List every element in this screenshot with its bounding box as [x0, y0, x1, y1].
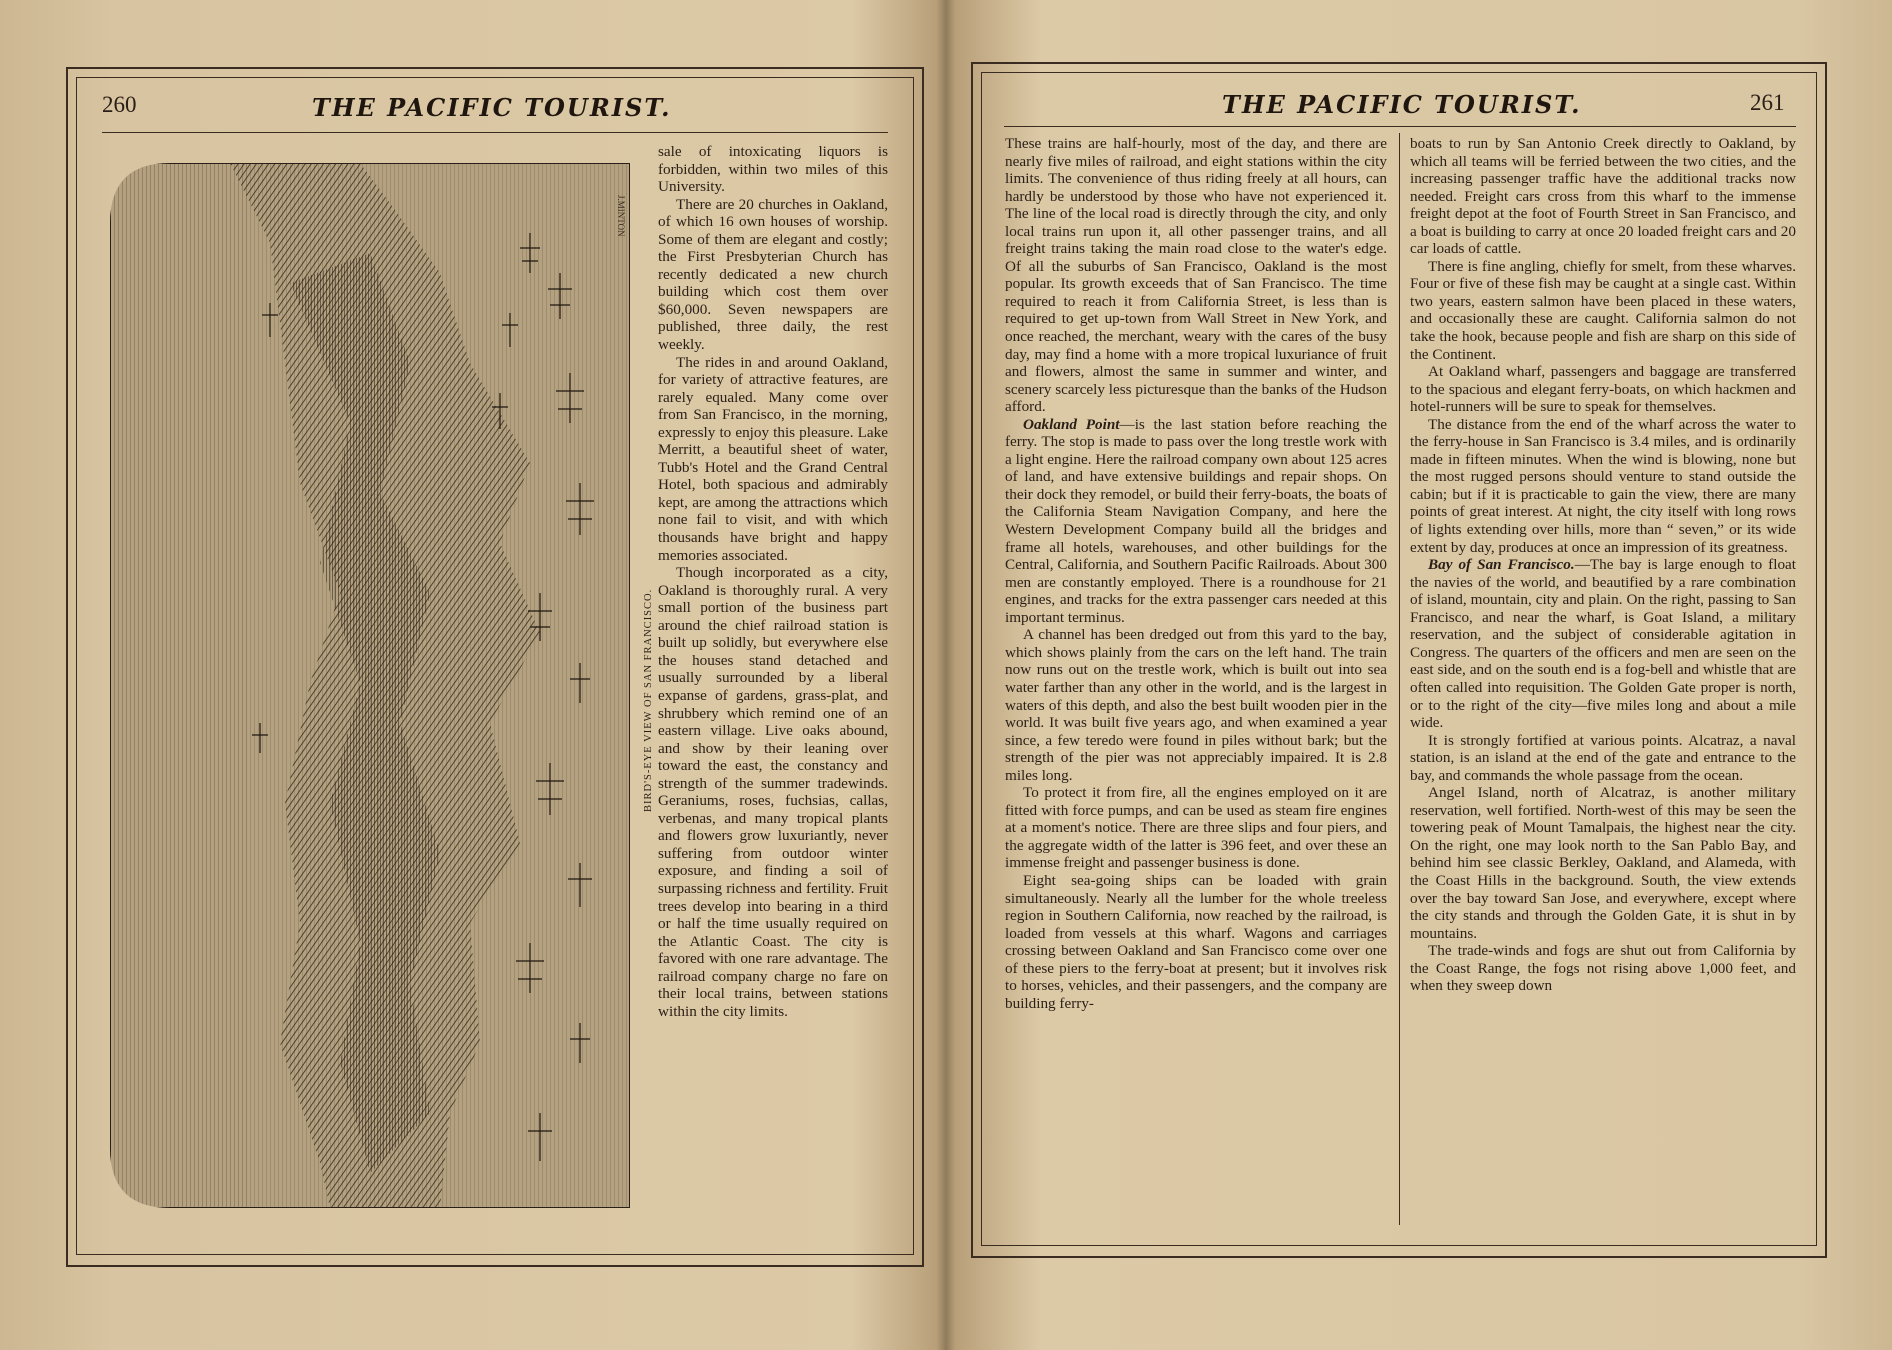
left-page-column	[658, 143, 888, 1020]
page-number: 260	[102, 92, 137, 117]
paragraph: There are 20 churches in Oakland, of which 16 own houses of worship. Some of them are elegant and costly; the First Presbyterian Church has recently dedicated a new church building which cost them over $60,000. Seven newspapers are published, three daily, the rest weekly.	[658, 195, 888, 354]
paragraph: The distance from the end of the wharf across the water to the ferry-house in San Francisco is 3.4 miles, and is ordinarily made in fifteen minutes. When the wind is blowing, none but the most rugged persons should venture to stand outside the cabin; but if it is practicable to gain the view, there are many points of great interest. At night, the city itself with long rows of lights extending over hills, more than “ seven,” or its wide extent by day, produces at once an impression of its greatness.	[1410, 415, 1796, 556]
paragraph: boats to run by San Antonio Creek directly to Oakland, by which all teams will be ferried between the two cities, and the increasing passenger traffic have the additional tracks now needed. Freight cars cross from this wharf to the immense freight depot at the foot of Fourth Street in San Francisco, and a boat is building to carry at once 20 loaded freight cars and 20 car loads of cattle.	[1410, 135, 1796, 258]
paragraph: Angel Island, north of Alcatraz, is another military reservation, well fortified. North-west of this may be seen the towering peak of Mount Tamalpais, the highest near the city. On the right, one may look north to the San Pablo Bay, and behind him see classic Berkley, Oakland, and Alameda, with the Coast Hills in the background. South, the view extends over the bay toward San Jose, and everywhere, except where the city stands and through the Golden Gate, it is shut in by mountains.	[1410, 784, 1796, 942]
section-heading: Oakland Point	[1023, 415, 1120, 433]
paragraph: Though incorporated as a city, Oakland is thoroughly rural. A very small portion of the business part around the chief railroad station is built up solidly, but everywhere else the houses stand detached and usually surrounded by a liberal expanse of gardens, grass-plat, and shrubbery which remind one of an eastern village. Live oaks abound, and show by their leaning over toward the east, the constancy and strength of the summer tradewinds. Geraniums, roses, fuchsias, callas, verbenas, and many tropical plants and flowers grow luxuriantly, never suffering from outdoor winter exposure, and finding a soil of surpassing richness and fertility. Fruit trees develop into bearing in a third or half the time usually required on the Atlantic Coast. The city is favored with one rare advantage. The railroad company charge no fare on their local trains, between stations within the city limits.	[658, 564, 888, 1020]
birds-eye-engraving	[110, 163, 630, 1208]
paragraph: The rides in and around Oakland, for variety of attractive features, are rarely equaled. Many come over from San Francisco, in the morning, expressly to enjoy this pleasure. Lake Merritt, a beautiful sheet of water, Tubb's Hotel and the Grand Central Hotel, both spacious and admirably kept, are among the attractions which none fail to visit, and with which thousands have bright and happy memories associated.	[658, 353, 888, 564]
header-rule	[1004, 126, 1796, 127]
paragraph: sale of intoxicating liquors is forbidden, within two miles of this University.	[658, 143, 888, 196]
page-number: 261	[1750, 90, 1785, 115]
right-page-column-2	[1410, 135, 1796, 995]
paragraph: Bay of San Francisco.—The bay is large enough to float the navies of the world, and beautified by a rare combination of island, mountain, city and plain. On the right, passing to San Francisco, and near the wharf, is Goat Island, a military reservation, and the subject of considerable agitation in Congress. The quarters of the officers and men are seen on the east side, and on the south end is a fog-bell and whistle that are often called into requisition. The Golden Gate proper is north, or to the right of the city—five miles long and about a mile wide.	[1410, 556, 1797, 732]
paragraph: It is strongly fortified at various points. Alcatraz, a naval station, is an island at the end of the gate and entrance to the bay, and commands the whole passage from the ocean.	[1410, 731, 1796, 784]
engraver-signature: J.MINTON	[616, 195, 626, 237]
paragraph: Oakland Point—is the last station before reaching the ferry. The stop is made to pass over the long trestle work with a light engine. Here the railroad company own about 125 acres of land, and have extensive buildings and repair shops. On their dock they remodel, or build their ferry-boats, the boats of the California Steam Navigation Company, and here the Western Development Company build all the bridges and frame all hotels, warehouses, and other buildings for the Central, California, and Southern Pacific Railroads. About 300 men are constantly employed. There is a roundhouse for 21 engines, and tracks for the extra passenger cars needed at this important terminus.	[1005, 415, 1387, 626]
right-page-column-1	[1005, 135, 1387, 1012]
running-title: THE PACIFIC TOURIST.	[312, 93, 672, 122]
right-page	[946, 0, 1892, 1350]
running-title: THE PACIFIC TOURIST.	[1222, 90, 1582, 119]
paragraph: To protect it from fire, all the engines employed on it are fitted with force pumps, and can be used as steam fire engines at a moment's notice. There are three slips and four piers, and the aggregate width of the latter is 396 feet, and over these an immense freight and passenger business is done.	[1005, 784, 1387, 872]
paragraph: The trade-winds and fogs are shut out from California by the Coast Range, the fogs not rising above 1,000 feet, and when they sweep down	[1410, 942, 1796, 995]
paragraph: A channel has been dredged out from this yard to the bay, which shows plainly from the cars on the left hand. The train now runs out on the trestle work, which is built out into sea water farther than any other in the world, and is the largest in waters of this depth, and also the best built wooden pier in the world. It was built five years ago, and when examined a year since, a few teredo were found in piles without bark; but the strength of the pier was not appreciably impaired. It is 2.8 miles long.	[1005, 626, 1387, 784]
paragraph: These trains are half-hourly, most of the day, and there are nearly five miles of railroad, and eight stations within the city limits. The convenience of thus riding freely at all hours, can hardly be understood by those who have not experienced it. The line of the local road is directly through the city, and only local trains run upon it, all other passenger trains, and all freight trains taking the main road close to the water's edge. Of all the suburbs of San Francisco, Oakland is the most popular. Its growth exceeds that of San Francisco. The time required to reach it from California Street, is less than is required to get up-town from Wall Street in New York, and once reached, the merchant, weary with the cares of the busy day, may find a home with a more tropical luxuriance of fruit and flowers, almost the same in summer and winter, and scenery scarcely less picturesque than the banks of the Hudson afford.	[1005, 135, 1387, 416]
header-rule	[102, 132, 888, 133]
column-divider	[1399, 133, 1400, 1225]
paragraph: There is fine angling, chiefly for smelt, from these wharves. Four or five of these fish may be caught at a single cast. Within two years, eastern salmon have been placed in these waters, and occasionally these are caught. California salmon do not take the hook, because people and fish are sharp on this side of the Continent.	[1410, 257, 1796, 363]
paragraph: Eight sea-going ships can be loaded with grain simultaneously. Nearly all the lumber for the whole treeless region in Southern California, now reached by the railroad, is loaded from vessels at this wharf. Wagons and carriages crossing between Oakland and San Francisco come over one of these piers to the ferry-boat at present; but it involves risk to horses, vehicles, and their passengers, and the company are building ferry-	[1005, 871, 1387, 1012]
paragraph: At Oakland wharf, passengers and baggage are transferred to the spacious and elegant ferry-boats, on which hackmen and hotel-runners will be sure to speak for themselves.	[1410, 363, 1796, 416]
section-heading: Bay of San Francisco.	[1428, 556, 1575, 574]
illustration-caption: BIRD'S-EYE VIEW OF SAN FRANCISCO.	[643, 588, 654, 812]
